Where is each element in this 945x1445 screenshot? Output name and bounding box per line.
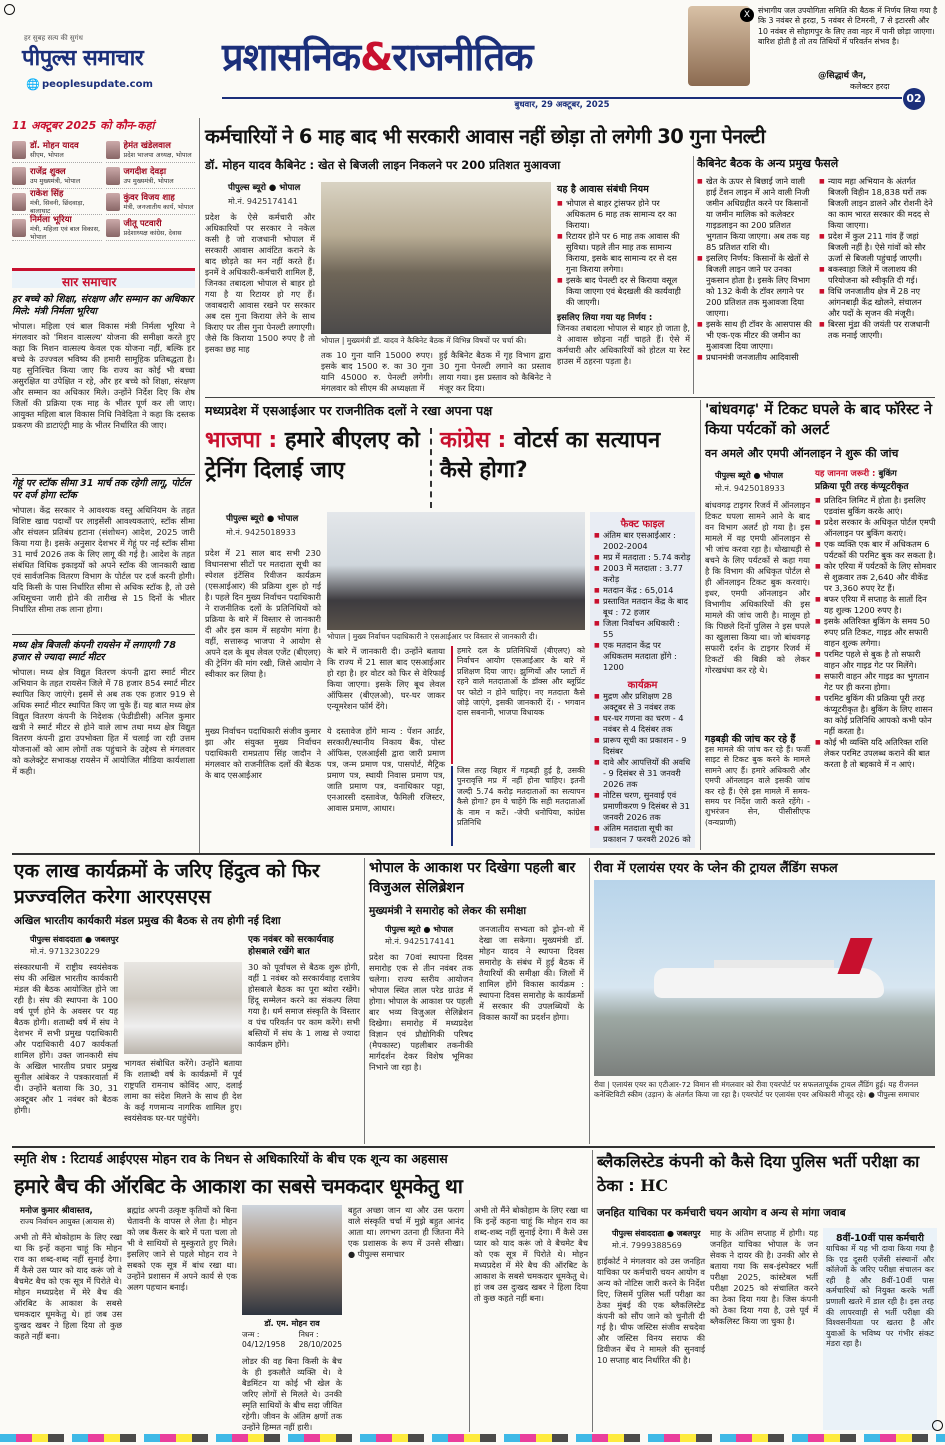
person-name: जगदीश देवड़ा	[123, 166, 167, 177]
born-label: जन्म :	[242, 1330, 260, 1339]
box-title: 8वीं-10वीं पास कर्मचारी	[836, 1233, 924, 1244]
booking-item: ■ कोई भी व्यक्ति यदि अतिरिक्त राशि लेकर परमिट उपलब्ध कराने की बात करता है तो बहकावे में न आएं।	[815, 737, 937, 770]
mobile-number: मो.नं. 9425018933	[226, 528, 296, 537]
page-number: 02	[903, 88, 925, 110]
person-role: उप मुख्यमंत्री, भोपाल	[30, 176, 81, 185]
congress-quote: जिस तरह बिहार में गड़बड़ी हुई है, उसकी पुनरावृत्ति मप्र में नहीं होना चाहिए। इतनी जल्दी 5.74 करोड़ मतदाताओं का सत्यापन कैसे होगा? हम ये चाहेंगे कि सही मतदाताओं के नाम न कटें। -जेपी धनोपिया, कांग्रेस प्रतिनिधि	[451, 766, 585, 846]
sir-text-1: प्रदेश में 21 साल बाद सभी 230 विधानसभा सीटों पर मतदाता सूची का स्पेशल इंटेंसिव रिवीजन कार्यक्रम (एसआईआर) की प्रक्रिया शुरू हो गई है। पहले दिन मुख्य निर्वाचन पदाधिकारी ने राजनीतिक दलों के प्रतिनिधियों को प्रक्रिया के बारे में विस्तार से जानकारी दी और इस काम में सहयोग मांगा है। वहीं, सत्तारूढ़ भाजपा ने आयोग से अपने दल के बूथ लेवल एजेंट (बीएलए) की ट्रेनिंग की मांग रखी, जिसे आयोग ने स्वीकार कर लिया है।	[205, 548, 321, 679]
died-date: 28/10/2025	[298, 1340, 342, 1349]
bhopal-text-1: प्रदेश का 70वां स्थापना दिवस समारोह एक से तीन नवंबर तक चलेगा। राज्य स्तरीय आयोजन भोपाल स्थित लाल परेड ग्राउंड में होगा। भोपाल के आकाश पर पहली बार भव्य विजुअल सेलिब्रेशन दिखेगा। समारोह में मध्यप्रदेश विज्ञान एवं प्रौद्योगिकी परिषद (मैपकास्ट) पहलीबार तकनीकी मार्गदर्शन देकर विशेष भूमिका निभाने जा रहा है।	[369, 952, 473, 1072]
person-name: डॉ. मोहन यादव	[30, 140, 79, 151]
schedule-item: ■ अंतिम मतदाता सूची का प्रकाशन 7 फरवरी 2026 को	[594, 823, 691, 845]
headline-text: वोटर्स का सत्यापन कैसे होगा?	[440, 428, 661, 483]
byline: पीपुल्स ब्यूरो ● भोपाल	[715, 471, 784, 480]
paper-name: पीपुल्स समाचार	[22, 46, 144, 71]
schedule-item: ■ प्रारूप सूची का प्रकाशन - 9 दिसंबर	[594, 735, 691, 757]
obituary-text-1: अभी तो मैंने बोकोहाम के लिए रखा था कि इन्हें कहना चाहूं कि मोहन राव का शब्द-शब्द नहीं सुनाई देगा। मैं कैसे उस प्यार को याद करूं जो वे बैचमेट बैच को एक सूत्र में पिरोते थे। मोहन मध्यप्रदेश में मेरे बैच की ऑरबिट के आकाश के सबसे चमकदार धूमकेतु थे। हां जब उस दुःखद खबर ने हिला दिया तो कुछ कहते नहीं बना।	[14, 1232, 122, 1341]
photo-caption: भोपाल | मुख्यमंत्री डॉ. यादव ने कैबिनेट बैठक में विभिन्न विषयों पर चर्चा की।	[321, 336, 527, 345]
byline: पीपुल्स ब्यूरो ● भोपाल	[226, 514, 299, 524]
bjp-quote: हमारे दल के प्रतिनिधियों (बीएलए) को निर्वाचन आयोग एसआईआर के बारे में प्रशिक्षण दिया जाए। झुग्गियों और प्लाटों में रहने वाले मतदाताओं के डॉक्स और ब्लूप्रिंट पर फोटो न होने चाहिए। नए मतदाता कैसे जोड़े जाएंगे, इसकी जानकारी दें। - भगवान दास सबनानी, भाजपा विधायक	[451, 646, 585, 764]
quote-author-role: कलेक्टर हरदा	[850, 82, 890, 91]
brief-text: भोपाल। मध्य क्षेत्र विद्युत वितरण कंपनी द्वारा स्मार्ट मीटर अभियान के तहत रायसेन जिले में 78 हजार 854 स्मार्ट मीटर स्थापित किए जाएंगे। इसमें से अब तक एक हजार 919 से अधिक स्मार्ट मीटर स्थापित किए जा चुके हैं। यह बात मध्य क्षेत्र विद्युत वितरण कंपनी के निदेशक (फेडीडीसी) अनिल कुमार खत्री ने स्मार्ट मीटर से होने वाले लाभ तथा मध्य क्षेत्र विद्युत वितरण कंपनी द्वारा उपभोक्ता हित में चलाई जा रही उत्तम योजनाओं को आम लोगों तक पहुंचाने के उद्देश्य से मंगलवार को कलेक्ट्रेट सभाकक्ष रायसेन में आयोजित मीडिया कार्यशाला में कही।	[12, 667, 195, 776]
person-role: मंत्री, जनजातीय कार्य, भोपाल	[123, 202, 194, 211]
blacklisted-headline	[597, 1150, 937, 1198]
photo-name: डॉ. एम. मोहन राव	[264, 1319, 320, 1328]
fact-item: ■ प्रस्तावित मतदान केंद्र के बाद बूथ : 72 हजार	[594, 596, 691, 618]
obituary-text-2: ब्रह्मांड अपनी उत्कृष्ट कृतियों को बिना चेतावनी के वापस ले लेता है। मोहन को जब कैंसर के बारे में पता चला तो भी वे साथियों से मुस्कुराते हुए मिले। इसलिए जाने से पहले मोहन राव ने सबको एक सूत्र में बांध रखा था। उन्होंने प्रशासन में अपने कार्य से एक अलग पहचान बनाई।	[127, 1205, 237, 1292]
booking-item: ■ कोर एरिया में पर्यटकों के लिए सोमवार से शुक्रवार तक 2,640 और वीकेंड पर 3,360 रुपए रेट हैं।	[815, 561, 937, 594]
sidebar-label-2: बुकिंग	[878, 469, 897, 479]
brief-title: हर बच्चे को शिक्षा, संरक्षण और सम्मान का अधिकार मिले: मंत्री निर्मला भूरिया	[12, 294, 194, 317]
rule-item: ■ भोपाल से बाहर ट्रांसफर होने पर अधिकतम 6 माह तक सामान्य दर का किराया।	[557, 198, 690, 231]
sir-text-2: मुख्य निर्वाचन पदाधिकारी संजीव कुमार झा और संयुक्त मुख्य निर्वाचन पदाधिकारी रामप्रताप सिंह जादौन ने मंगलवार को राजनीतिक दलों की बैठक के बाद एसआईआर	[205, 726, 321, 780]
avatar	[12, 141, 26, 159]
cabinet-decisions-box	[697, 156, 935, 392]
masthead-quote: संभागीय जल उपयोगिता समिति की बैठक में निर्णय लिया गया है कि 3 नवंबर से हरदा, 5 नवंबर से टिमरनी, 7 से इटारसी और 10 नवंबर से सोहागपुर के लिए तवा नहर में पानी छोड़ा जाएगा। बारिश होती है तो तय तिथियों में परिवर्तन संभव है।	[758, 6, 938, 47]
rss-headline: एक लाख कार्यक्रमों के जरिए हिंदुत्व को फिर प्रज्ज्वलित करेगा आरएसएस	[14, 860, 320, 908]
booking-item: ■ एक व्यक्ति एक बार में अधिकतम 6 पर्यटकों की परमिट बुक कर सकता है।	[815, 539, 937, 561]
mobile-number: मो.नं. 7999388569	[612, 1241, 682, 1250]
sar-samachar-header	[12, 268, 195, 288]
quote-author: @सिद्धार्थ जैन,	[818, 71, 867, 81]
decision-title: इसलिए लिया गया यह निर्णय :	[557, 313, 653, 323]
airplane-headline: रीवा में एलायंस एयर के प्लेन की ट्रायल लैंडिंग सफल	[594, 861, 838, 876]
cabinet-photo	[321, 182, 551, 334]
party-label-congress: कांग्रेस :	[440, 428, 507, 453]
cabinet-item: ■ न्याय महा अभियान के अंतर्गत बिजली विहीन 18,838 घरों तक बिजली लाइन डालने और रोशनी देने का काम भारत सरकार की मदद से किया जाएगा।	[819, 176, 935, 231]
brief-title: गेहूं पर स्टॉक सीमा 31 मार्च तक रहेगी लागू, पोर्टल पर दर्ज होगा स्टॉक	[12, 478, 191, 501]
cabinet-title: कैबिनेट बैठक के अन्य प्रमुख फैसले	[697, 157, 839, 170]
person-role: मंत्री, सिवनी, छिंदवाड़ा, बालाघाट	[30, 198, 85, 215]
fact-file-title: फैक्ट फाइल	[620, 519, 665, 530]
sir-headline-left	[205, 426, 423, 486]
housing-rules-box	[557, 182, 690, 392]
bandhavgarh-text: बांधवगढ़ टाइगर रिजर्व में ऑनलाइन टिकट घपला सामने आने के बाद वन विभाग अलर्ट हो गया है। इस मामले में वह एमपी ऑनलाइन से भी जांच करवा रहा है। धोखाधड़ी से बचने के लिए पर्यटकों से कहा गया है कि विभाग की अधिकृत पोर्टल से ही ऑनलाइन टिकट बुक करवाएं। इधर, एमपी ऑनलाइन और विभागीय अधिकारियों की इस मामले की जांच जारी है। मालूम हो कि पिछले दिनों पुलिस ने इस घपले का खुलासा किया था। जो बांधवगढ़ सफारी दर्शन के टाइगर रिजर्व में टिकटों की बिक्री को लेकर गोरखधंधा कर रहे थे।	[705, 500, 810, 675]
brief-text: भोपाल। महिला एवं बाल विकास मंत्री निर्मला भूरिया ने मंगलवार को 'मिशन वात्सल्य' योजना की समीक्षा करते हुए कहा कि मिशन वात्सल्य केवल एक योजना नहीं, बल्कि हर बच्चे के उज्ज्वल भविष्य की हमारी सामूहिक प्रतिबद्धता है। यह सुनिश्चित किया जाए कि राज्य का कोई भी बच्चा असुरक्षित या उपेक्षित न रहे, और हर बच्चे को शिक्षा, संरक्षण और सम्मान का अधिकार मिले। उन्होंने निर्देश दिए कि शेष जिलों की प्रक्रिया एक माह के भीतर पूर्ण कर ली जाए। आयुक्त महिला बाल विकास निधि निवेदिता ने कहा कि दस्तक प्रकरण की डाटाएंट्री माह के भीतर निर्धारित की जाए।	[12, 321, 195, 430]
birth-death-dates	[242, 1330, 342, 1350]
rss-text-2: भागवत संबोधित करेंगे। उन्होंने बताया कि शताब्दी वर्ष के कार्यक्रमों में पूर्व राष्ट्रपति रामनाथ कोविंद आए, दलाई लामा का संदेश मिलने के साथ ही देश के कई गणमान्य नागरिक शामिल हुए। स्वयंसेवक घर-घर पहुंचेंगे।	[124, 1058, 242, 1123]
cabinet-item: ■ इसलिए निर्णय: किसानों के खेतों से बिजली लाइन जाने पर उनका नुकसान होता है। इसके लिए विभाग को 132 केवी के टॉवर लगाने पर 200 प्रतिशत तक मुआवजा दिया जाएगा।	[697, 253, 813, 319]
registration-mark-icon	[932, 1420, 943, 1431]
born-date: 04/12/1958	[242, 1340, 286, 1349]
investigation-box	[705, 732, 810, 848]
cabinet-item: ■ प्रधानमंत्री जनजातीय आदिवासी	[697, 352, 813, 363]
rss-text-3: 30 को पूर्वांचल से बैठक शुरू होगी, वहीं 1 नवंबर को सरकार्यवाह दत्तात्रेय होसबाले बैठक का पूरा ब्योरा रखेंगे। हिंदू सम्मेलन करने का संकल्प लिया गया है। धर्म समाज संस्कृति के विस्तार व पंच परिवर्तन पर काम करेंगे। सभी बस्तियों में संघ के 1 लाख से ज्यादा कार्यक्रम होंगे।	[248, 962, 360, 1049]
person-name: कुंवर विजय शाह	[123, 192, 175, 203]
eighth-tenth-box	[823, 1228, 937, 1430]
mobile-number: मो.नं. 9425018933	[715, 484, 785, 493]
person-card	[12, 163, 102, 189]
booking-item: ■ सफारी वाहन और गाइड का भुगतान गेट पर ही करना होगा।	[815, 671, 937, 693]
author-role: राज्य निर्वाचन आयुक्त (आयास से)	[20, 1217, 115, 1226]
rule-item: ■ इसके बाद पेनल्टी दर से किराया वसूल किया जाएगा एवं बेदखली की कार्यवाही की जाएगी।	[557, 275, 690, 308]
avatar	[106, 141, 120, 159]
headline-tag: HC	[640, 1176, 669, 1195]
person-role: प्रदेश भाजपा अध्यक्ष, भोपाल	[123, 150, 192, 159]
booking-item: ■ परमिट बुकिंग की प्रक्रिया पूरी तरह कंप्यूटरीकृत है। बुकिंग के लिए शासन का कोई प्रतिनिधि आपको कभी फोन नहीं करता है।	[815, 693, 937, 737]
person-card	[106, 163, 196, 189]
died-label: निधन :	[298, 1330, 319, 1339]
airplane-photo	[594, 880, 935, 1076]
photo-caption: भोपाल | मुख्य निर्वाचन पदाधिकारी ने एसआईआर पर विस्तार से जानकारी दी।	[327, 632, 538, 641]
person-name: राकेश सिंह	[30, 188, 64, 199]
avatar	[12, 193, 26, 211]
date: बुधवार, 29 अक्टूबर, 2025	[514, 100, 610, 110]
party-label-bjp: भाजपा :	[205, 428, 278, 453]
rules-title: यह है आवास संबंधी नियम	[557, 184, 649, 195]
avatar	[12, 219, 26, 237]
fact-item: ■ 2003 में मतदाता : 3.77 करोड़	[594, 563, 691, 585]
airplane-wing	[714, 960, 834, 968]
brief-title: मध्य क्षेत्र बिजली कंपनी रायसेन में लगाएगी 78 हजार से ज्यादा स्मार्ट मीटर	[12, 640, 176, 663]
avatar	[106, 167, 120, 185]
brief-1	[12, 294, 195, 466]
schedule-item: ■ घर-घर गणना का चरण - 4 नवंबर से 4 दिसंबर तक	[594, 713, 691, 735]
cabinet-item: ■ इसके साथ ही टॉवर के आसपास की भी एक-एक मीटर की जमीन का मुआवजा दिया जाएगा।	[697, 319, 813, 352]
x-logo-icon: X	[740, 8, 754, 22]
mobile-number: मो.नं. 9425174141	[228, 197, 298, 206]
schedule-item: ■ मुद्रण और प्रशिक्षण 28 अक्टूबर से 3 नवंबर तक	[594, 691, 691, 713]
color-registration-bar	[0, 1434, 945, 1442]
person-role: मंत्री, महिला एवं बाल विकास, भोपाल	[30, 224, 101, 241]
section-title-2: राजनीतिक	[392, 35, 533, 79]
headline-divider	[430, 428, 432, 508]
bandhavgarh-subhead: वन अमले और एमपी ऑनलाइन ने शुरू की जांच	[705, 447, 899, 460]
cabinet-item: ■ प्रदेश में कुल 211 गांव हैं जहां बिजली नहीं है। ऐसे गांवों को सौर ऊर्जा से बिजली पहुंचाई जाएगी।	[819, 231, 935, 264]
person-role: प्रदेशाध्यक्ष कांग्रेस, देवास	[123, 228, 182, 237]
bandhavgarh-headline: 'बांधवगढ़' में टिकट घपले के बाद फॉरेस्ट ने किया पर्यटकों को अलर्ट	[705, 402, 933, 438]
byline: पीपुल्स संवाददाता ● जबलपुर	[30, 935, 119, 944]
booking-item: ■ इसके अतिरिक्त बुकिंग के समय 50 रुपए प्रति टिकट, गाइड और सफारी वाहन शुल्क लगेगा।	[815, 616, 937, 649]
lead-headline: कर्मचारियों ने 6 माह बाद भी सरकारी आवास नहीं छोड़ा तो लगेगी 30 गुना पेनल्टी	[205, 125, 766, 148]
person-card	[12, 189, 102, 215]
mohan-rao-photo	[242, 1205, 342, 1315]
section-ampersand: &	[360, 35, 393, 79]
schedule-item: ■ नोटिस चरण, सुनवाई एवं प्रमाणीकरण 9 दिसंबर से 31 जनवरी 2026 तक	[594, 790, 691, 823]
fact-item: ■ मप्र में मतदाता : 5.74 करोड़	[594, 552, 691, 563]
booking-item: ■ प्रदेश सरकार के अधिकृत पोर्टल एमपी ऑनलाइन पर बुकिंग कराएं।	[815, 517, 937, 539]
booking-item: ■ परमिट पहले से बुक है तो सफारी वाहन और गाइड गेट पर मिलेंगे।	[815, 649, 937, 671]
person-card	[106, 215, 196, 241]
blacklisted-text-2: माह के अंतिम सप्ताह में होगी। यह जनहित याचिका भोपाल के जन सेवक ने दायर की है। उनकी ओर से बताया गया कि सब-इंस्पेक्टर भर्ती परीक्षा 2025, कांस्टेबल भर्ती परीक्षा 2025 को संचालित करने का ठेका दिया गया है। जिस कंपनी को ठेका दिया गया है, उसे पूर्व में ब्लैकलिस्ट किया जा चुका है।	[710, 1228, 818, 1326]
photo-caption: रीवा | एलायंस एयर का एटीआर-72 विमान सी मंगलवार को रीवा एयरपोर्ट पर सफलतापूर्वक ट्रायल लैंडिंग हुई। यह रीजनल कनेक्टिविटी स्कीम (उड़ान) के अंतर्गत किया जा रहा है। एयरपोर्ट पर एलायंस एयर अधिकारी मौजूद रहे। ● पीपुल्स समाचार	[594, 1080, 920, 1099]
bhopal-text-2: जनजातीय सभ्यता को ड्रोन-शो में देखा जा सकेगा। मुख्यमंत्री डॉ. मोहन यादव ने स्थापना दिवस समारोह के संबंध में हुई बैठक में तैयारियों की समीक्षा की। जिलों में शामिल होंगे विकास कार्यक्रम : स्थापना दिवस समारोह के कार्यक्रमों में सरकार की उपलब्धियों के विकास कार्यों का प्रदर्शन होगा।	[479, 924, 584, 1022]
cabinet-item: ■ बकस्वाहा जिले में जलाशय की परियोजना को स्वीकृति दी गई।	[819, 264, 935, 286]
obituary-big-headline: हमारे बैच की ऑरबिट के आकाश का सबसे चमकदार धूमकेतु था	[14, 1174, 463, 1198]
obituary-label: स्मृति शेष :	[14, 1151, 67, 1166]
byline: पीपुल्स ब्यूरो ● भोपाल	[385, 925, 454, 934]
tagline: हर सुबह सत्य की सुगंध	[24, 34, 83, 42]
brief-text: भोपाल। केंद्र सरकार ने आवश्यक वस्तु अधिनियम के तहत विशिष्ट खाद्य पदार्थों पर लाइसेंसी आवश्यकताएं, स्टॉक सीमा और संचलन प्रतिबंध हटाना (संशोधन) आदेश, 2025 जारी किया गया है। इसके अनुसार देशभर में गेहूं पर नई स्टॉक सीमा 31 मार्च 2026 तक के लिए लागू की गई है। आदेश के तहत संबंधित विधिक इकाइयों को अपने स्टॉक की जानकारी खाद्य एवं सार्वजनिक वितरण विभाग के पोर्टल पर दर्ज करनी होगी। यदि किसी के पास निर्धारित सीमा से अधिक स्टॉक है, तो उसे अधिसूचना जारी होने की तारीख से 15 दिनों के भीतर निर्धारित सीमा तक लाना होगा।	[12, 505, 195, 614]
obituary-headline-text: रिटायर्ड आईएएस मोहन राव के निधन से अधिकारियों के बीच एक शून्य का अहसास	[70, 1151, 448, 1166]
investigation-title: गड़बड़ी की जांच कर रहे हैं	[705, 734, 796, 745]
avatar	[106, 219, 120, 237]
mobile-number: मो.नं. 9425174141	[385, 937, 455, 946]
box-text: याचिका में यह भी दावा किया गया है कि एड दूसरी एजेंसी संस्थानों और कॉलेजों के जरिए परीक्षा संचालन कर रही है और 8वीं-10वीं पास कर्मचारियों को नियुक्त करके भर्ती प्रणाली खतरे में डाल रही है। इस तरह की लापरवाही से भर्ती परीक्षा की विश्वसनीयता पर खतरा है और युवाओं के भविष्य पर गंभीर संकट मंडरा रहा है।	[826, 1244, 934, 1349]
person-role: सीएम, भोपाल	[30, 150, 64, 159]
mobile-number: मो.नं. 9713230229	[30, 947, 100, 956]
avatar	[106, 193, 120, 211]
person-card	[106, 137, 196, 163]
who-where-title: 11 अक्टूबर 2025 को कौन-कहां	[12, 119, 155, 132]
election-meeting-photo	[327, 512, 585, 630]
cabinet-item: ■ विधि जनजातीय क्षेत्र में 28 नए आंगनबाड़ी केंद्र खोलने, संचालन और पदों के सृजन की मंजूरी।	[819, 286, 935, 319]
brief-3	[12, 640, 195, 848]
blacklisted-subhead: जनहित याचिका पर कर्मचारी चयन आयोग व अन्य से मांगा जवाब	[597, 1207, 846, 1219]
rule-item: ■ रिटायर होने पर 6 माह तक आवास की सुविधा। पहले तीन माह तक सामान्य किराया, इसके बाद सामान्य दर से दस गुना किराया लगेगा।	[557, 231, 690, 275]
website[interactable]: peoplesupdate.com	[42, 79, 153, 90]
masthead	[0, 0, 945, 112]
fact-item: ■ एक मतदान केंद्र पर अधिकतम मतदाता होंगे : 1200	[594, 640, 691, 673]
lead-subhead: डॉ. मोहन यादव कैबिनेट : खेत से बिजली लाइन निकलने पर 200 प्रतिशत मुआवजा	[205, 158, 561, 172]
fact-file-box	[590, 512, 695, 848]
cabinet-item: ■ बिरसा मुंडा की जयंती पर राजधानी तक मनाई जाएगी।	[819, 319, 935, 341]
investigation-text: इस मामले की जांच कर रहे हैं। फर्जी साइट से टिकट बुक करने के मामले सामने आए हैं। हमारे अधिकारी और एमपी ऑनलाइन वाले इसकी जांच कर रहे हैं। ऐसे इस मामले में समय-समय पर निर्देश जारी करते रहेंगे। - शुभरंजन सेन, पीसीसीएफ (वन्यप्राणी)	[705, 745, 810, 827]
rss-text-1: संस्कारधानी में राष्ट्रीय स्वयंसेवक संघ की अखिल भारतीय कार्यकारी मंडल की बैठक आयोजित होने जा रही है। संघ की स्थापना के 100 वर्ष पूर्ण होने के अवसर पर यह बैठक होगी। शताब्दी वर्ष में संघ ने देशभर में सभी प्रमुख पदाधिकारी और पदाधिकारी 407 कार्यकर्ता शामिल होंगे। उक्त जानकारी संघ के अखिल भारतीय प्रचार प्रमुख सुनील आंबेकर ने पत्रकारवार्ता में दी। उन्होंने बताया कि 30, 31 अक्टूबर और 1 नवंबर को बैठक होगी।	[14, 962, 118, 1115]
schedule-item: ■ दावे और आपत्तियों की अवधि - 9 दिसंबर से 31 जनवरी 2026 तक	[594, 757, 691, 790]
lead-text: प्रदेश के ऐसे कर्मचारी और अधिकारियों पर सरकार ने नकेल कसी है जो राजधानी भोपाल में सरकारी आवास आवंटित कराने के बाद छोड़ते का मन नहीं करते हैं। इनमें वे अधिकारी-कर्मचारी शामिल हैं, जिनका तबादला भोपाल से बाहर हो गया है या रिटायर हो गए हैं। जवाबदारी आवास रखने पर सरकार अब दस गुना किराया लेने के साथ किराए पर तीस गुना पेनल्टी लगाएगी। जैसे कि किराया 1500 रुपए है तो इसका छह माह	[205, 212, 315, 354]
rss-subhead: अखिल भारतीय कार्यकारी मंडल प्रमुख की बैठक से तय होगी नई दिशा	[14, 915, 281, 927]
rss-side-title: एक नवंबर को सरकार्यवाह होसबाले रखेंगे बात	[248, 935, 334, 957]
sir-text-3: के बारे में जानकारी दी। उन्होंने बताया कि राज्य में 21 साल बाद एसआईआर हो रहा है। हर वोटर को फिर से वेरिफाई किया जाएगा। इसके लिए बूथ लेवल ऑफिसर (बीएलओ), घर-घर जाकर एन्यूमरेशन फॉर्म देंगे।	[327, 646, 445, 711]
section-title-1: प्रशासनिक	[222, 35, 361, 79]
byline: पीपुल्स संवाददाता ● जबलपुर	[612, 1229, 701, 1238]
person-card	[106, 189, 196, 215]
person-name: निर्मला भूरिया	[30, 214, 72, 225]
booking-item: ■ बफर एरिया में सप्ताह के सातों दिन यह शुल्क 1200 रुपए है।	[815, 594, 937, 616]
obituary-headline	[14, 1150, 589, 1167]
speaker-photo	[124, 962, 242, 1054]
avatar	[12, 167, 26, 185]
sir-text-4: ये दस्तावेज होंगे मान्य : पेंशन आर्डर, सरकारी/स्थानीय निकाय बैंक, पोस्ट ऑफिस, एलआईसी द्वारा जारी प्रमाण पत्र, जन्म प्रमाण पत्र, पासपोर्ट, मैट्रिक प्रमाण पत्र, स्थायी निवास प्रमाण पत्र, जाति प्रमाण पत्र, वनाधिकार पट्टा, एनआरसी दस्तावेज, फैमिली रजिस्टर, आवास प्रमाण, आधार।	[327, 726, 445, 813]
lead-text-bottom-1: तक 10 गुना यानि 15000 रुपए। इसके बाद 1500 रु. का 30 गुना यानि 45000 रु. पेनल्टी लगेगी। मंगलवार को सीएम की अध्यक्षता में	[321, 350, 433, 393]
sidebar-label: यह जानना जरूरी :	[815, 469, 876, 479]
author-name: मनोज कुमार श्रीवास्तव,	[20, 1206, 93, 1216]
lead-text-bottom-2: हुई कैबिनेट बैठक में गृह विभाग द्वारा 30 गुना पेनल्टी लगाने का प्रस्ताव लाया गया। इस प्रस्ताव को कैबिनेट ने मंजूर कर दिया।	[439, 350, 551, 393]
fact-item: ■ जिला निर्वाचन अधिकारी : 55	[594, 618, 691, 640]
bhopal-headline: भोपाल के आकाश पर दिखेगा पहली बार विजुअल सेलिब्रेशन	[369, 860, 576, 896]
person-role: उप मुख्यमंत्री, भोपाल	[123, 176, 174, 185]
bhopal-subhead: मुख्यमंत्री ने समारोह को लेकर की समीक्षा	[369, 905, 527, 917]
brief-2	[12, 478, 195, 630]
sir-kicker: मध्यप्रदेश में एसआईआर पर राजनीतिक दलों ने रखा अपना पक्ष	[205, 403, 493, 418]
cabinet-item: ■ खेत के ऊपर से बिछाई जाने वाली हाई टेंशन लाइन में आने वाली निजी जमीन अधिग्रहीत करने पर किसानों या जमीन मालिक को कलेक्टर गाइडलाइन का 200 प्रतिशत भुगतान किया जाएगा। अब तक यह 85 प्रतिशत राशि थी।	[697, 176, 813, 253]
person-name: हेमंत खंडेलवाल	[123, 140, 171, 151]
person-name: जीतू पटवारी	[123, 218, 162, 229]
fact-item: ■ मतदान केंद्र : 65,014	[594, 585, 691, 596]
sidebar-title: प्रक्रिया पूरी तरह कंप्यूटरीकृत	[815, 482, 909, 492]
fact-item: ■ अंतिम बार एसआईआर : 2002-2004	[594, 530, 691, 552]
booking-item: ■ प्रतिदिन लिमिट में होता है। इसलिए एडवांस बुकिंग करके आएं।	[815, 495, 937, 517]
date-bar	[222, 97, 902, 111]
headline-text: हमारे बीएलए को ट्रेनिंग दिलाई जाए	[205, 428, 420, 483]
byline: पीपुल्स ब्यूरो ● भोपाल	[228, 183, 301, 193]
blacklisted-headline-text: ब्लैकलिस्टेड कंपनी को कैसे दिया पुलिस भर्ती परीक्षा का ठेका :	[597, 1152, 920, 1195]
sar-samachar-title: सार समाचार	[62, 275, 117, 289]
person-name: राजेंद्र शुक्ल	[30, 166, 66, 177]
person-card	[12, 137, 102, 163]
obituary-text-3: लोडर की वह बिना किसी के बैच के ही इकलौते व्यक्ति थे। वे बैडमिंटन या कोई भी खेल के जरिए लोगों से मिलते थे। उनकी स्मृति साथियों के बीच सदा जीवित रहेगी। जीवन के अंतिम क्षणों तक उन्होंने हिम्मत नहीं हारी।	[242, 1356, 342, 1432]
registration-mark-icon	[4, 4, 15, 15]
obituary-text-5: अभी तो मैंने बोकोहाम के लिए रखा था कि इन्हें कहना चाहूं कि मोहन राव का शब्द-शब्द नहीं सुनाई देगा। मैं कैसे उस प्यार को याद करूं जो वे बैचमेट बैच को एक सूत्र में पिरोते थे। मोहन मध्यप्रदेश में मेरे बैच की ऑरबिट के आकाश के सबसे चमकदार धूमकेतु थे। हां जब उस दुःखद खबर ने हिला दिया तो कुछ कहते नहीं बना।	[474, 1205, 588, 1303]
decision-text: जिनका तबादला भोपाल से बाहर हो जाता है, वे आवास छोड़ना नहीं चाहते हैं। ऐसे में कर्मचारी और अधिकारियों को होटल या रेस्ट हाउस में ठहरना पड़ता है।	[557, 323, 690, 366]
obituary-text-4: बहुत अच्छा जान था और उस फराग वाले संस्कृति चर्चा में मुझे बहुत आनंद आता था। लगभग उतना ही जितना मैंने एक प्रशासक के रूप में उनसे सीखा। ● पीपुल्स समाचार	[348, 1205, 464, 1259]
section-title	[222, 30, 532, 82]
sir-headline-right	[440, 426, 690, 486]
globe-icon: 🌐	[26, 78, 40, 91]
schedule-title: कार्यक्रम	[627, 680, 658, 691]
person-card	[12, 215, 102, 241]
booking-sidebar	[815, 468, 937, 848]
who-where-box	[12, 118, 195, 258]
blacklisted-text-1: हाईकोर्ट ने मंगलवार को उस जनहित याचिका पर कर्मचारी चयन आयोग व अन्य को नोटिस जारी करने के निर्देश दिए, जिसमें पुलिस भर्ती परीक्षा का ठेका मुंबई की एक ब्लैकलिस्टेड कंपनी को सौंप जाने को चुनौती दी गई है। चीफ जस्टिस संजीव सचदेवा और जस्टिस विनय सराफ की डिवीजन बेंच ने मामले की सुनवाई 10 सप्ताह बाद निर्धारित की है।	[597, 1256, 705, 1365]
